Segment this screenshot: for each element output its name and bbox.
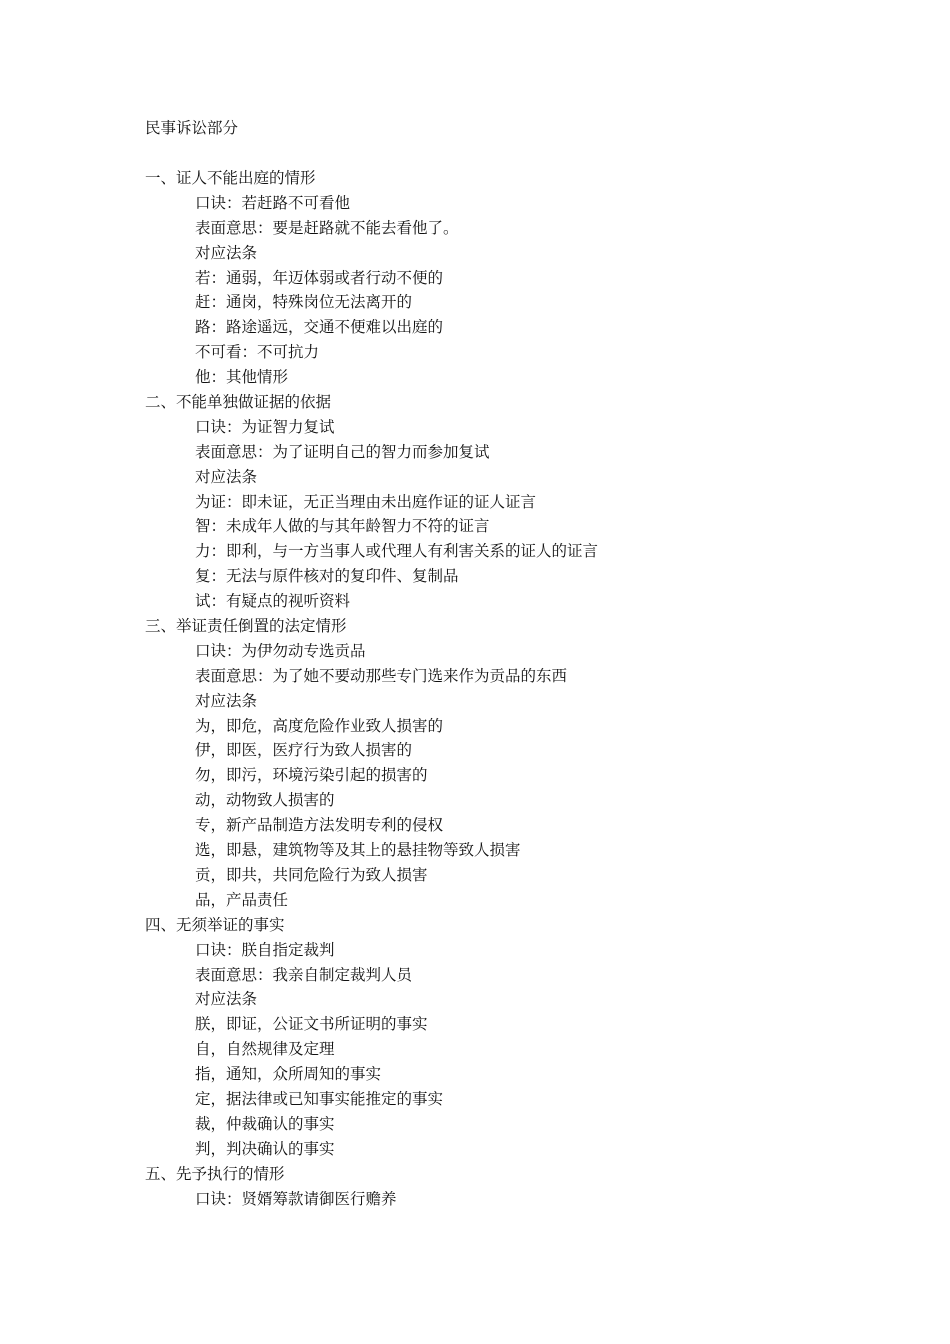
section-line: 自，自然规律及定理 [195,1040,335,1059]
section-line: 品，产品责任 [195,890,289,909]
section-line: 复：无法与原件核对的复印件、复制品 [195,567,459,586]
section-line: 口诀：若赶路不可看他 [195,193,351,212]
section-heading: 三、举证责任倒置的法定情形 [145,617,347,636]
section-line: 表面意思：我亲自制定裁判人员 [195,965,413,984]
section-line: 智：未成年人做的与其年龄智力不符的证言 [195,517,490,536]
section-line: 为证：即未证，无正当理由未出庭作证的证人证言 [195,492,537,511]
section-line: 勿，即污，环境污染引起的损害的 [195,766,428,785]
section-line: 他：其他情形 [195,368,289,387]
section-line: 表面意思：为了证明自己的智力而参加复试 [195,442,490,461]
section-line: 对应法条 [195,467,258,486]
section-heading: 五、先予执行的情形 [145,1164,285,1183]
section-line: 对应法条 [195,243,258,262]
section-line: 选，即悬，建筑物等及其上的悬挂物等致人损害 [195,841,521,860]
section-line: 口诀：为伊勿动专选贡品 [195,641,366,660]
section-line: 不可看：不可抗力 [195,343,320,362]
section-heading: 二、不能单独做证据的依据 [145,393,332,412]
section-2 [145,390,925,614]
section-line: 伊，即医，医疗行为致人损害的 [195,741,413,760]
section-line: 口诀：朕自指定裁判 [195,940,335,959]
section-line: 判，判决确认的事实 [195,1139,335,1158]
section-line: 表面意思：为了她不要动那些专门选来作为贡品的东西 [195,666,568,685]
section-5 [145,1162,925,1212]
section-heading: 四、无须举证的事实 [145,915,285,934]
document-body [145,166,925,1211]
section-1 [145,166,925,390]
section-line: 路：路途遥远，交通不便难以出庭的 [195,318,444,337]
section-line: 专，新产品制造方法发明专利的侵权 [195,816,444,835]
section-line: 定，据法律或已知事实能推定的事实 [195,1089,444,1108]
section-line: 对应法条 [195,691,258,710]
document-title: 民事诉讼部分 [145,119,239,137]
section-line: 指，通知，众所周知的事实 [195,1065,382,1084]
section-line: 口诀：贤婿筹款请御医行赡养 [195,1189,397,1208]
section-line: 贡，即共，共同危险行为致人损害 [195,865,428,884]
section-line: 裁，仲裁确认的事实 [195,1114,335,1133]
section-line: 口诀：为证智力复试 [195,417,335,436]
section-heading: 一、证人不能出庭的情形 [145,169,316,187]
section-4 [145,913,925,1162]
section-line: 动，动物致人损害的 [195,791,335,810]
section-line: 表面意思：要是赶路就不能去看他了。 [195,218,459,237]
section-line: 朕，即证，公证文书所证明的事实 [195,1015,428,1034]
section-line: 力：即利，与一方当事人或代理人有利害关系的证人的证言 [195,542,599,561]
section-line: 试：有疑点的视听资料 [195,592,351,611]
section-line: 为，即危，高度危险作业致人损害的 [195,716,444,735]
section-3 [145,614,925,913]
section-line: 赶：通岗，特殊岗位无法离开的 [195,293,413,312]
section-line: 对应法条 [195,990,258,1009]
section-line: 若：通弱，年迈体弱或者行动不便的 [195,268,444,287]
